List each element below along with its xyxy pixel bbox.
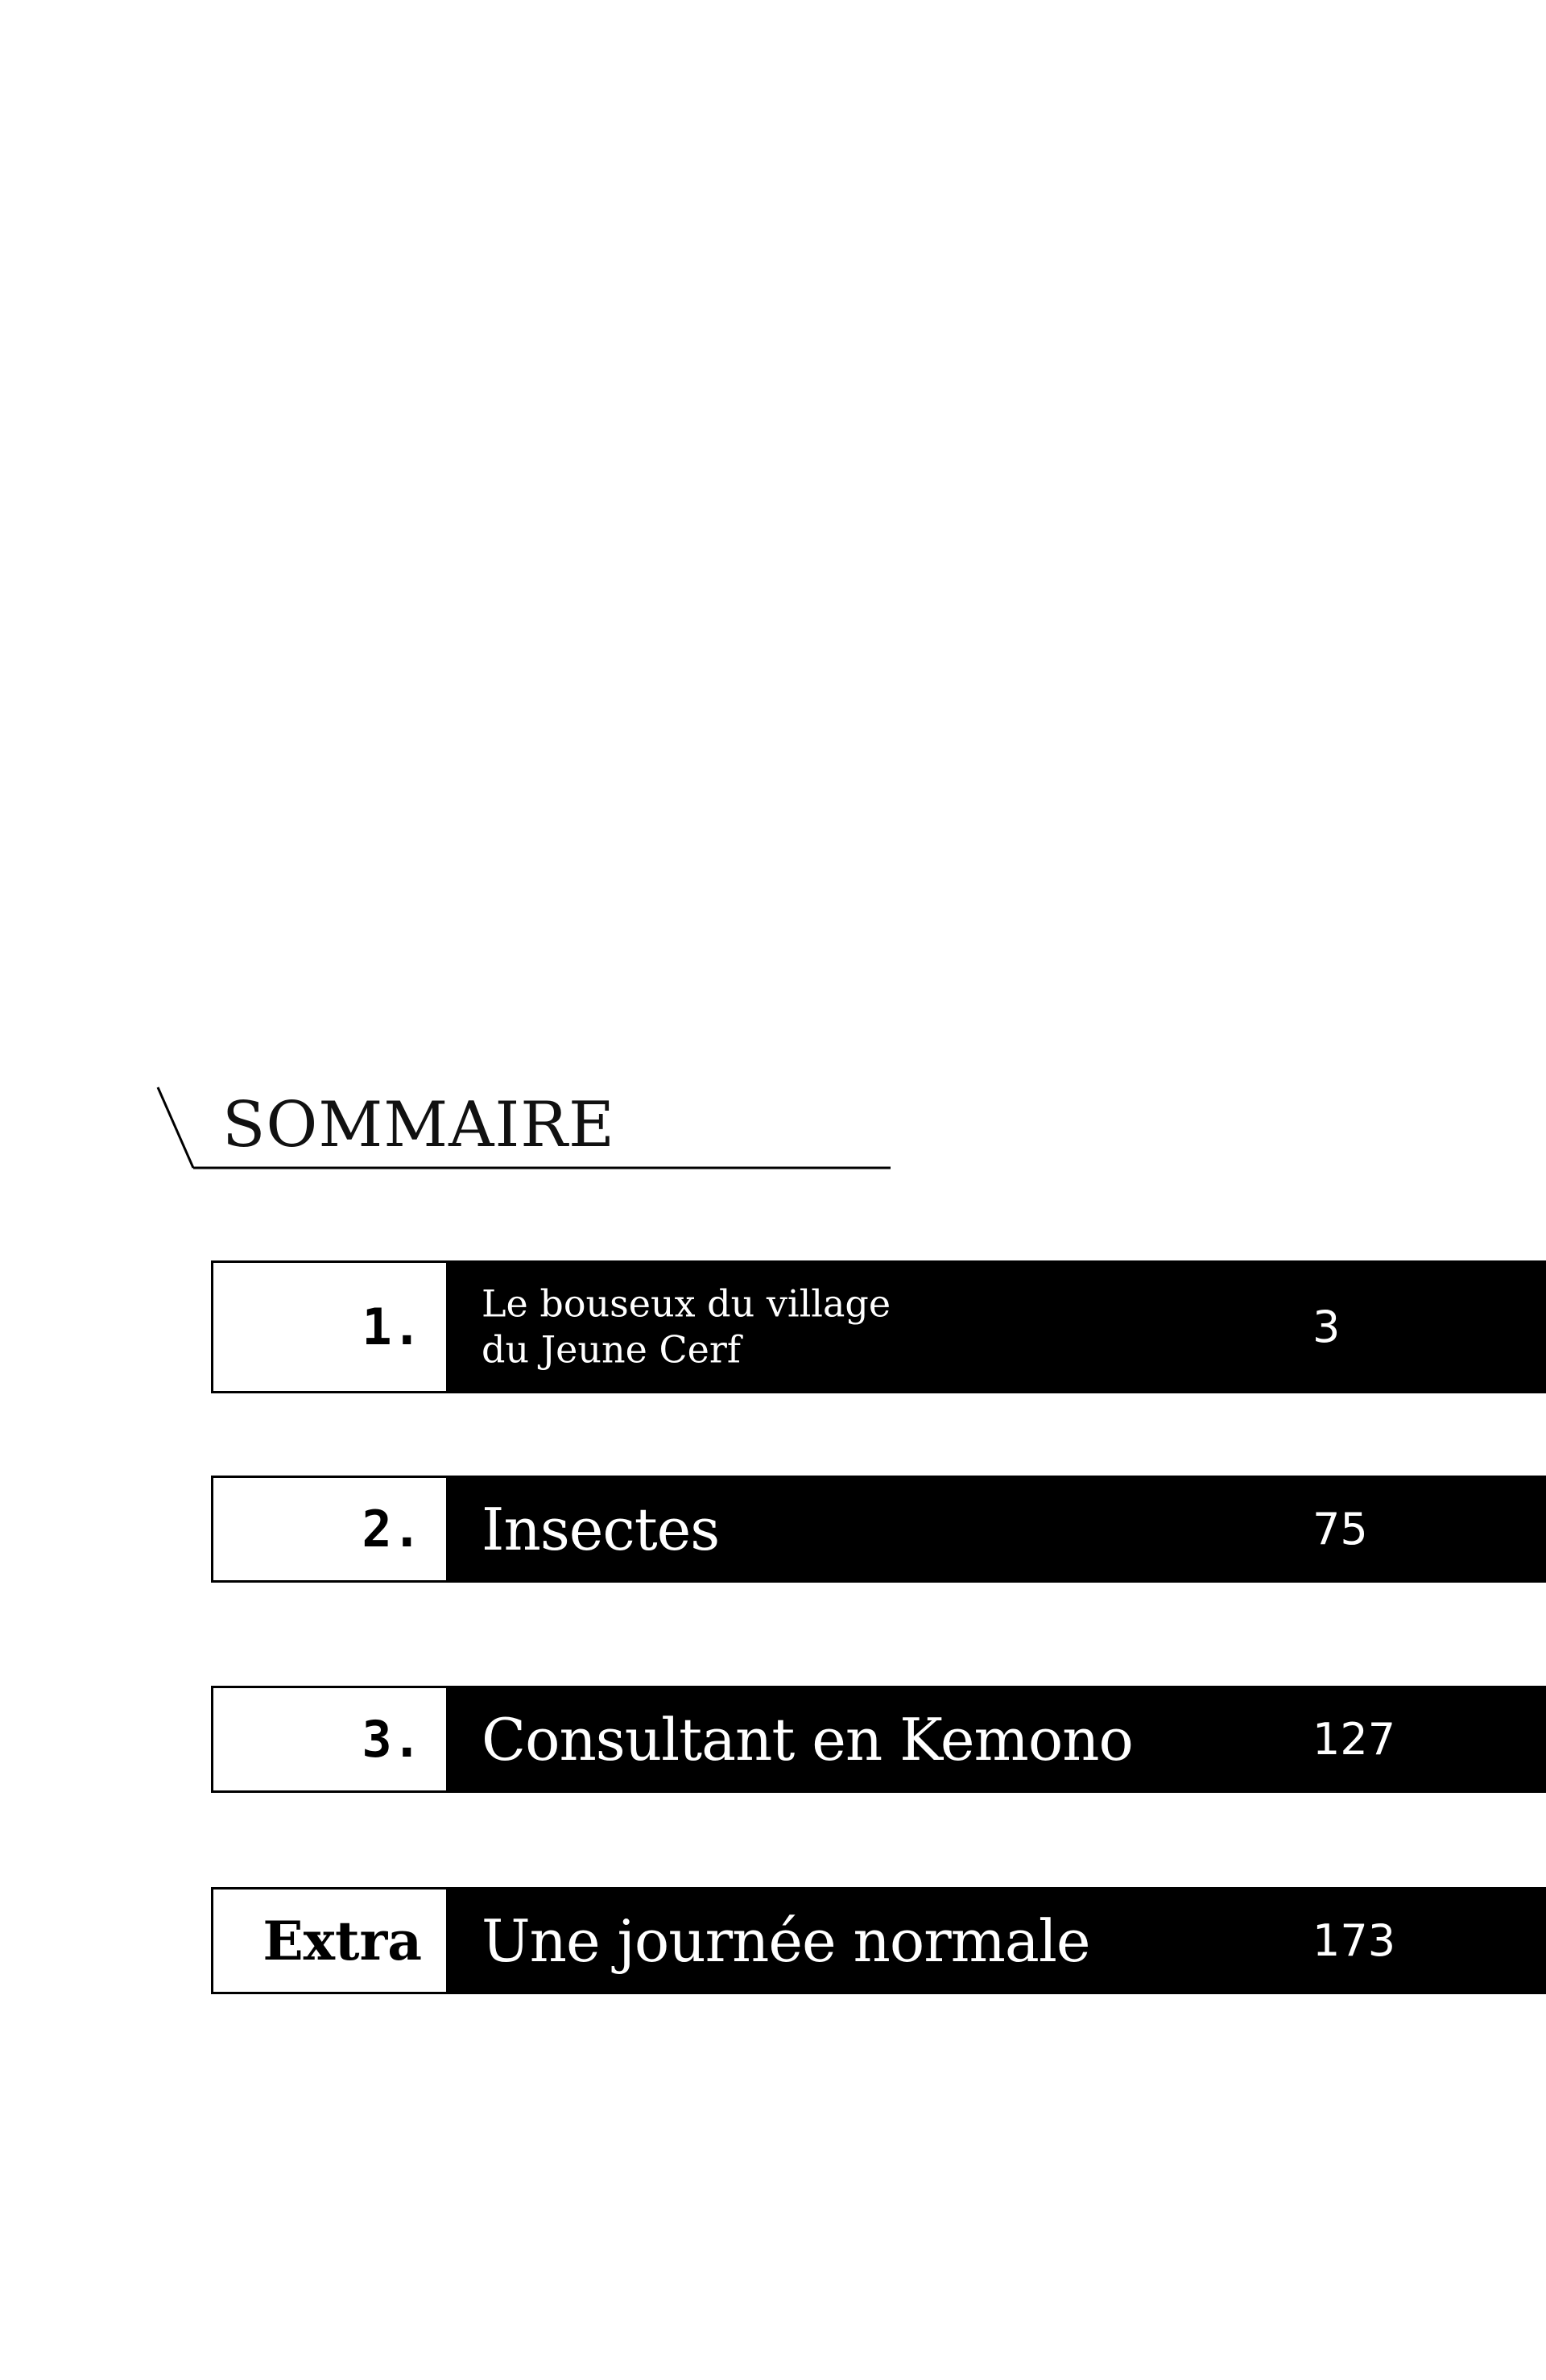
chapter-title-bar bbox=[446, 1260, 1546, 1393]
chapter-page-number: 75 bbox=[1312, 1503, 1368, 1554]
toc-entry-2[interactable] bbox=[211, 1476, 1546, 1583]
chapter-title bbox=[482, 1281, 891, 1373]
toc-entry-1[interactable] bbox=[211, 1260, 1546, 1393]
chapter-title: Consultant en Kemono bbox=[482, 1705, 1133, 1774]
chapter-page-number: 3 bbox=[1312, 1301, 1341, 1352]
chapter-number-box bbox=[211, 1686, 446, 1793]
chapter-page-number: 173 bbox=[1312, 1914, 1396, 1966]
chapter-title-bar bbox=[446, 1476, 1546, 1583]
chapter-number: 2. bbox=[362, 1499, 422, 1558]
chapter-number: Extra bbox=[262, 1909, 422, 1972]
chapter-title-line-1: Le bouseux du village bbox=[482, 1281, 891, 1325]
chapter-number-box bbox=[211, 1887, 446, 1994]
chapter-title-line-2: du Jeune Cerf bbox=[482, 1327, 741, 1372]
chapter-page-number: 127 bbox=[1312, 1713, 1396, 1765]
chapter-number-box bbox=[211, 1260, 446, 1393]
chapter-number: 3. bbox=[362, 1709, 422, 1769]
toc-entry-3[interactable] bbox=[211, 1686, 1546, 1793]
chapter-title: Insectes bbox=[482, 1495, 720, 1563]
heading-title: SOMMAIRE bbox=[222, 1089, 615, 1161]
toc-entry-extra[interactable] bbox=[211, 1887, 1546, 1994]
chapter-number: 1. bbox=[362, 1297, 422, 1356]
chapter-title: Une journée normale bbox=[482, 1906, 1090, 1975]
toc-heading bbox=[158, 1087, 891, 1172]
chapter-number-box bbox=[211, 1476, 446, 1583]
chapter-title-bar bbox=[446, 1887, 1546, 1994]
chapter-title-bar bbox=[446, 1686, 1546, 1793]
